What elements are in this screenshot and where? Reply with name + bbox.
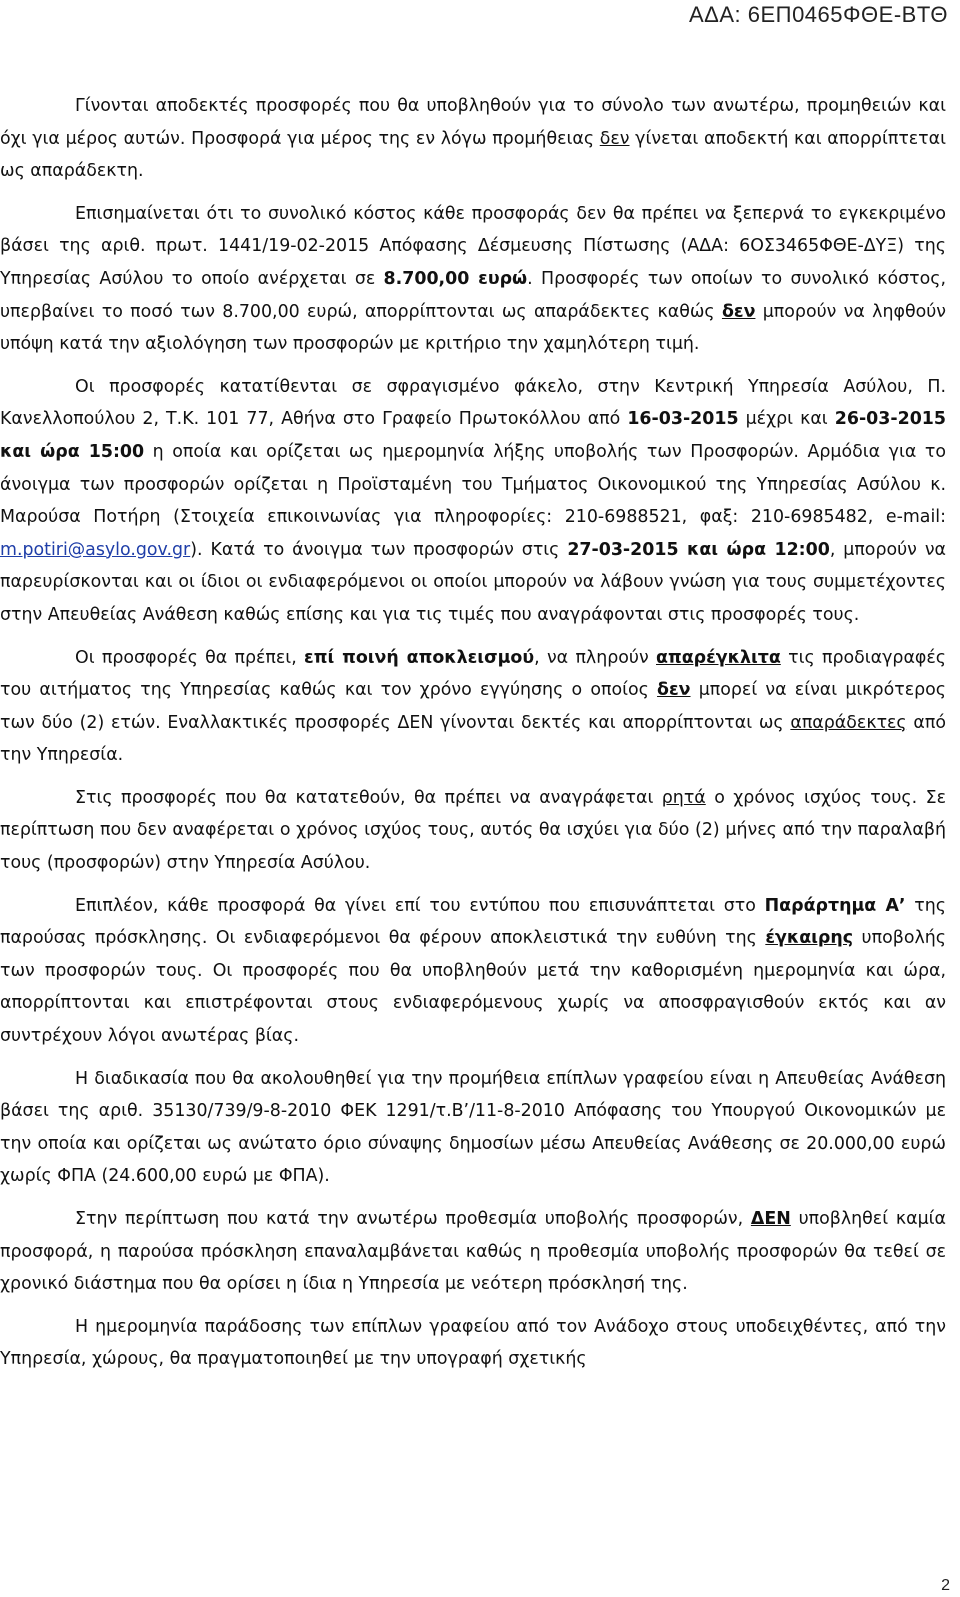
email-link[interactable]: m.potiri@asylo.gov.gr [0,539,191,560]
text: ο χρόνος ισχύος τους. Σε περίπτωση που δεν αναφέρεται ο χρόνος ισχύος τους, αυτός θα ισχύει για δύο (2) μήνες από την παραλαβή τους (προσφορών) στην Υπηρεσία Ασύλου. [0,787,946,874]
emphasis-bold-underline: δεν [657,680,691,701]
emphasis-bold: επί ποινή αποκλεισμού [304,647,535,668]
paragraph-delivery [0,1311,946,1376]
paragraph-no-offers [0,1203,946,1301]
emphasis-underline: δεν [599,128,630,149]
text: , μπορούν να παρευρίσκονται και οι ίδιοι οι ενδιαφερόμενοι οι οποίοι μπορούν να λάβουν γνώση για τους συμμετέχοντες στην Απευθείας Ανάθεση καθώς επίσης και για τις τιμές που αναγράφονται στις προσφορές τους. [0,539,946,625]
page-number: 2 [941,1577,950,1594]
text: Η ημερομηνία παράδοσης των επίπλων γραφείου από τον Ανάδοχο στους υποδειχθέντες, από την Υπηρεσία, χώρους, θα πραγματοποιηθεί με την υπογραφή σχετικής [0,1316,946,1370]
document-body [0,90,946,1386]
text: Στην περίπτωση που κατά την ανωτέρω προθεσμία υποβολής προσφορών, [75,1209,751,1229]
text: Γίνονται αποδεκτές προσφορές που θα υποβληθούν για το σύνολο των ανωτέρω, προμηθειών και όχι για μέρος αυτών. Προσφορά για μέρος της εν λόγω προμήθειας [0,96,946,149]
paragraph-annex-form [0,890,946,1053]
emphasis-bold-underline: έγκαιρης [765,928,854,949]
ada-header: ΑΔΑ: 6ΕΠ0465ΦΘΕ-ΒΤΘ [689,2,948,27]
paragraph-cost-limit [0,198,946,361]
text: Επιπλέον, κάθε προσφορά θα γίνει επί του εντύπου που επισυνάπτεται στο [75,895,765,916]
text: Η διαδικασία που θα ακολουθηθεί για την προμήθεια επίπλων γραφείου είναι η Απευθείας Ανάθεση βάσει της αριθ. 35130/739/9-8-2010 ΦΕΚ 1291/τ.Β’/11-8-2010 Απόφασης του Υπουργού Οικονομικών με την οποία και ορίζεται ως ανώτατο όριο σύναψης δημοσίων μέσω Απευθείας Ανάθεσης σε 20.000,00 ευρώ χωρίς ΦΠΑ (24.600,00 ευρώ με ΦΠΑ). [0,1068,946,1187]
paragraph-specifications [0,642,946,772]
text: μέχρι και [738,409,835,430]
emphasis-bold-underline: δεν [721,301,756,322]
emphasis-bold-underline: απαρέγκλιτα [656,647,781,668]
text: υποβληθεί καμία προσφορά, η παρούσα πρόσκληση επαναλαμβάνεται καθώς η προθεσμία υποβολής προσφορών θα τεθεί σε χρονικό διάστημα που θα ορίσει η ίδια η Υπηρεσία με νεότερη πρόσκλησή της. [0,1209,946,1295]
text: Στις προσφορές που θα κατατεθούν, θα πρέπει να αναγράφεται [75,787,662,808]
text: μπορεί να είναι μικρότερος των δύο (2) ετών. Εναλλακτικές προσφορές ΔΕΝ γίνονται δεκτές και απορρίπτονται ως [0,680,946,733]
text: τις προδιαγραφές του αιτήματος της Υπηρεσίας καθώς και τον χρόνο εγγύησης ο οποίος [0,647,946,701]
paragraph-submission [0,371,946,632]
emphasis-underline: απαράδεκτες [790,712,907,733]
emphasis-bold-underline: ΔΕΝ [750,1209,791,1229]
paragraph-procedure [0,1063,946,1193]
text: , να πληρούν [534,647,656,668]
text: Οι προσφορές κατατίθενται σε σφραγισμένο φάκελο, στην Κεντρική Υπηρεσία Ασύλου, Π. Κανελλοπούλου 2, Τ.Κ. 101 77, Αθήνα στο Γραφείο Πρωτοκόλλου από [0,376,946,430]
paragraph-offers-whole [0,90,946,188]
paragraph-validity [0,782,946,880]
text: . Προσφορές των οποίων το συνολικό κόστος, υπερβαίνει το ποσό των 8.700,00 ευρώ, απορρίπτονται ως απαράδεκτες καθώς [0,268,947,322]
emphasis-underline: ρητά [661,787,706,808]
text: γίνεται αποδεκτή και απορρίπτεται ως απαράδεκτη. [0,128,947,182]
text: η οποία και ορίζεται ως ημερομηνία λήξης υποβολής των Προσφορών. Αρμόδια για το άνοιγμα των προσφορών ορίζεται η Προϊσταμένη του Τμήματος Οικονομικού της Υπηρεσίας Ασύλου κ. Μαρούσα Ποτήρη (Στοιχεία επικοινωνίας για πληροφορίες: 210-6988521, φαξ: 210-6985482, e-mail: [0,441,946,528]
text: της παρούσας πρόσκλησης. Οι ενδιαφερόμενοι θα φέρουν αποκλειστικά την ευθύνη της [0,895,946,949]
text: από την Υπηρεσία. [0,712,946,766]
date-bold: 16-03-2015 [627,409,739,430]
text: υποβολής των προσφορών τους. Οι προσφορές που θα υποβληθούν μετά την καθορισμένη ημερομηνία και ώρα, απορρίπτονται και επιστρέφονται στους ενδιαφερόμενους χωρίς να αποσφραγισθούν εκτός και αν συντρέχουν λόγοι ανωτέρας βίας. [0,928,946,1047]
deadline-bold: 26-03-2015 και ώρα 15:00 [0,409,946,462]
text: Επισημαίνεται ότι το συνολικό κόστος κάθε προσφοράς δεν θα πρέπει να ξεπερνά το εγκεκριμένο βάσει της αριθ. πρωτ. 1441/19-02-2015 Απόφασης Δέσμευσης Πίστωσης (ΑΔΑ: 6ΟΣ3465ΦΘΕ-ΔΥΞ) της Υπηρεσίας Ασύλου το οποίο ανέρχεται σε [0,203,946,289]
annex-bold: Παράρτημα Α’ [764,895,906,916]
text: ). Κατά το άνοιγμα των προσφορών στις [190,539,568,560]
text: Οι προσφορές θα πρέπει, [75,647,305,668]
text: μπορούν να ληφθούν υπόψη κατά την αξιολόγηση των προσφορών με κριτήριο την χαμηλότερη τιμή. [0,301,947,355]
opening-date-bold: 27-03-2015 και ώρα 12:00 [567,539,830,560]
amount-bold: 8.700,00 ευρώ [383,268,528,289]
